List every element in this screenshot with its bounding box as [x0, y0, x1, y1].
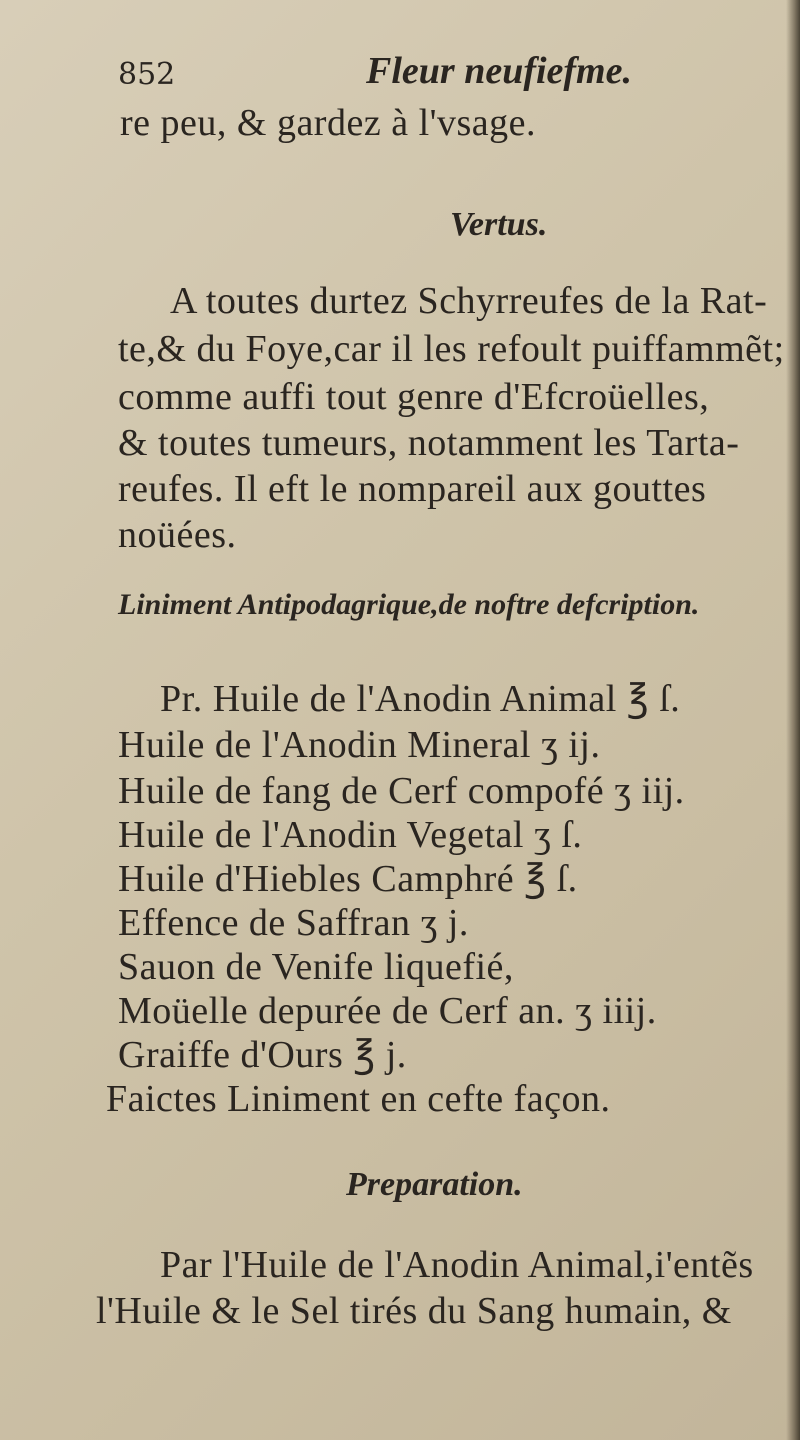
page-number: 852 [118, 57, 176, 92]
recipe-line: Huile d'Hiebles Camphré ℥ ſ. [118, 858, 578, 900]
running-title: Fleur neufiefme. [366, 50, 632, 92]
vertus-line: A toutes durtez Schyrreufes de la Rat- [170, 280, 768, 322]
vertus-line: noüées. [118, 514, 237, 556]
recipe-line: Effence de Saffran ʒ j. [118, 902, 469, 944]
recipe-line: Sauon de Venife liquefié, [118, 946, 514, 988]
preparation-line: Par l'Huile de l'Anodin Animal,i'entẽs [160, 1244, 754, 1286]
recipe-line: Faictes Liniment en cefte façon. [106, 1078, 611, 1120]
recipe-line: Pr. Huile de l'Anodin Animal ℥ ſ. [160, 678, 681, 720]
vertus-line: te,& du Foye,car il les refoult puiffammẽt; [118, 328, 785, 370]
vertus-line: comme auffi tout genre d'Efcroüelles, [118, 376, 710, 418]
liniment-title: Liniment Antipodagrique,de noftre defcription. [118, 588, 700, 621]
recipe-line: Graiffe d'Ours ℥ j. [118, 1034, 407, 1076]
preparation-heading: Preparation. [346, 1166, 523, 1203]
vertus-heading: Vertus. [450, 206, 548, 243]
recipe-line: Moüelle depurée de Cerf an. ʒ iiij. [118, 990, 657, 1032]
recipe-line: Huile de fang de Cerf compofé ʒ iij. [118, 770, 685, 812]
page-edge [786, 0, 800, 1440]
recipe-line: Huile de l'Anodin Mineral ʒ ij. [118, 724, 601, 766]
vertus-line: reufes. Il eft le nompareil aux gouttes [118, 468, 707, 510]
preparation-line: l'Huile & le Sel tirés du Sang humain, & [96, 1290, 732, 1332]
recipe-line: Huile de l'Anodin Vegetal ʒ ſ. [118, 814, 583, 856]
opening-line: re peu, & gardez à l'vsage. [120, 102, 536, 144]
vertus-line: & toutes tumeurs, notamment les Tarta- [118, 422, 740, 464]
